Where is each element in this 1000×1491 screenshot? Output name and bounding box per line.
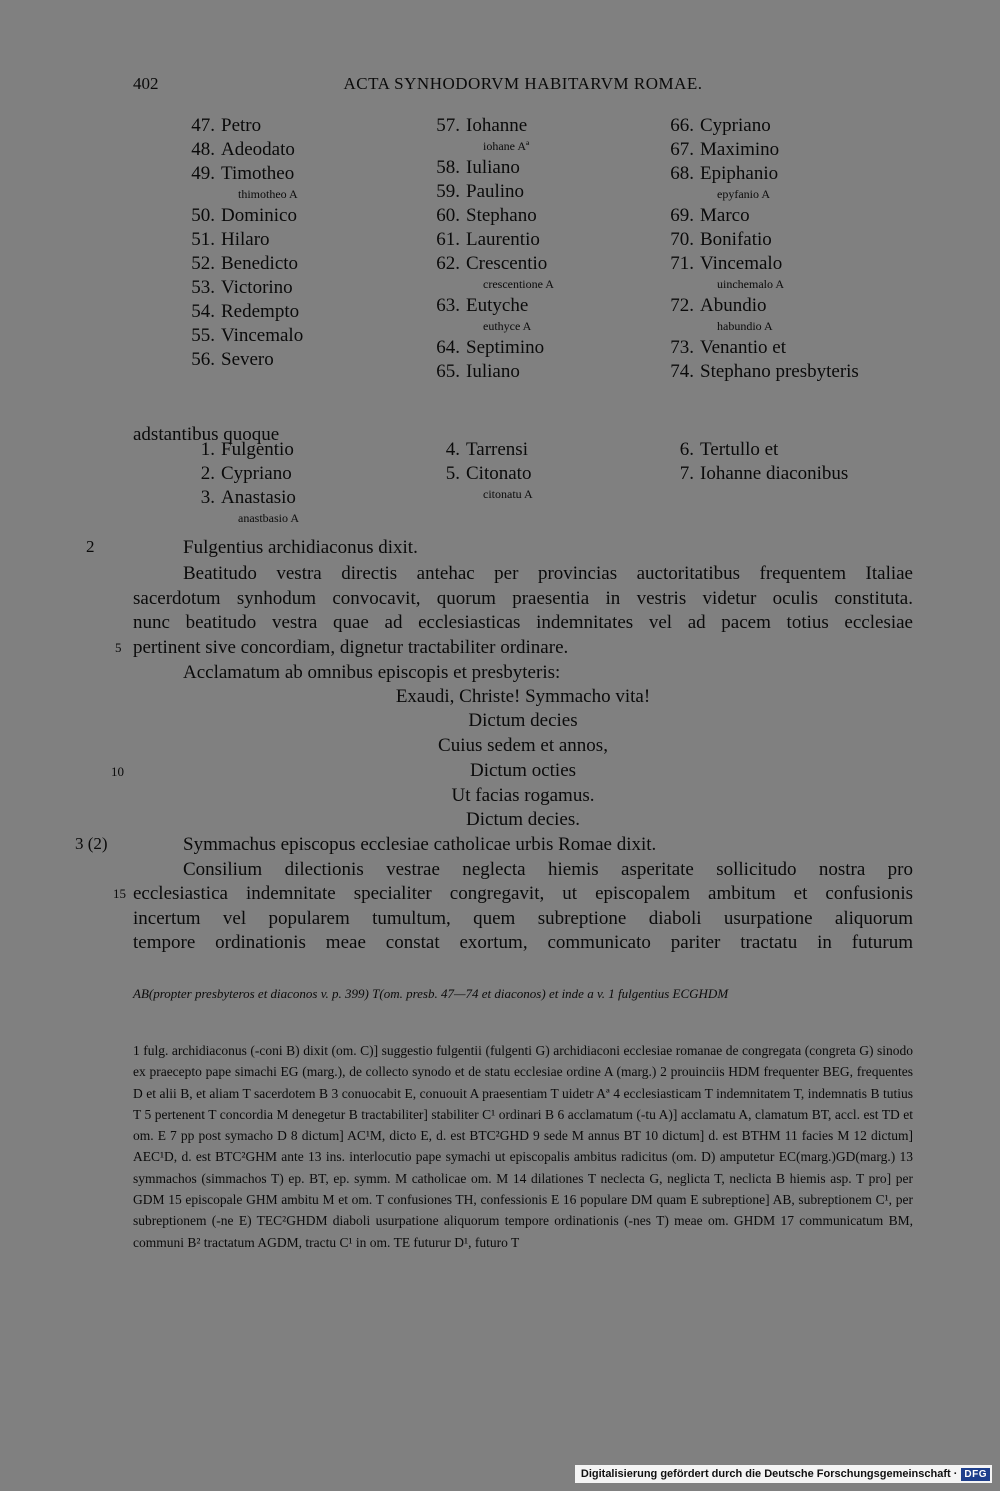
item-number: 69. <box>670 205 694 226</box>
item-name: Victorino <box>221 277 293 298</box>
item-number: 58. <box>436 157 460 178</box>
line-number: 10 <box>111 764 124 779</box>
list-item <box>175 114 405 138</box>
item-number: 67. <box>670 139 694 160</box>
item-name: Redempto <box>221 301 300 322</box>
list-item <box>654 162 944 186</box>
text-line: tempore ordinationis meae constat exortum, communicato pariter tractatu in futurum <box>133 932 913 953</box>
text-line: Fulgentius archidiaconus dixit. <box>183 537 418 558</box>
item-number: 55. <box>191 325 215 346</box>
item-number: 48. <box>191 139 215 160</box>
item-number: 70. <box>670 229 694 250</box>
item-name: Benedicto <box>221 253 299 274</box>
section-number: 2 <box>86 537 95 556</box>
dfg-logo: DFG <box>961 1468 990 1481</box>
list-item <box>175 324 405 348</box>
list-item <box>420 360 650 384</box>
item-number: 74. <box>670 361 694 382</box>
acclamation-line: Ut facias rogamus. <box>451 785 595 806</box>
item-name: Abundio <box>700 295 767 316</box>
text-line: Acclamatum ab omnibus episcopis et presbyteris: <box>183 662 561 683</box>
list-item <box>420 204 650 228</box>
list-item <box>654 138 944 162</box>
item-name: Epiphanio <box>700 163 779 184</box>
list-item <box>654 336 944 360</box>
item-number: 71. <box>670 253 694 274</box>
item-number: 7. <box>679 463 694 484</box>
item-name: Severo <box>221 349 274 370</box>
text-line: ecclesiastica indemnitate specialiter congregavit, ut episcopalem ambitum et confusionis <box>133 883 913 904</box>
item-number: 53. <box>191 277 215 298</box>
item-number: 57. <box>436 115 460 136</box>
text-line: sacerdotum synhodum convocavit, quorum praesentia in vestris videtur oculis constituta. <box>133 588 913 609</box>
list-item <box>175 204 405 228</box>
acclamation-line: Dictum decies <box>468 710 578 731</box>
list-column-3 <box>654 114 944 384</box>
item-name: Iohanne <box>466 115 528 136</box>
credit-text: Digitalisierung gefördert durch die Deutsche Forschungsgemeinschaft · <box>580 1468 958 1480</box>
item-number: 6. <box>679 439 694 460</box>
dfg-credit <box>575 1465 992 1483</box>
acclamation-line: Dictum decies. <box>466 809 580 830</box>
item-name: Venantio et <box>700 337 787 358</box>
list-item <box>175 486 405 510</box>
text-line: Beatitudo vestra directis antehac per provincias auctoritatibus frequentem Italiae <box>183 563 913 584</box>
list-item <box>420 294 650 318</box>
list-item <box>175 462 405 486</box>
item-number: 47. <box>191 115 215 136</box>
item-number: 64. <box>436 337 460 358</box>
list-item <box>654 114 944 138</box>
page-header <box>133 74 913 100</box>
critical-apparatus: 1 fulg. archidiaconus (-coni B) dixit (om. C)] suggestio fulgentii (fulgenti G) archidiaconi ecclesiae romanae de congregata (congreta G) sinodo ex praecepto pape simachi EG (marg.), de collecto synodo et de statu ecclesiae ordine A (marg.) 2 prouinciis HDM frequenter BEG, frequentes D et alii B, et aliam T sacerdotem B 3 conuocabit E, conuouit A praesentiam T uidetr Aª 4 ecclesiasticam T indemnitatem T, indemnatis B tutius T 5 pertenent T concordia M denegetur B tractabiliter] stabiliter C¹ ordinari B 6 acclamatum (-tu A)] acclamatu A, clamatum BT, accl. est TD et om. E 7 pp post symacho D 8 dictum] AC¹M, dicto E, d. est BTC²GHD 9 sede M annus BT 10 dictum] d. est BTHM 11 facies M 12 dictum] AEC¹D, d. est BTC²GHM ante 13 ins. interlocutio pape symachi ut episcopalis ambitus radicitus (om. D) amputetur EC(marg.)GD(marg.) 13 symmachos (simmachos T) ep. BT, ep. symm. M catholicae om. M 14 dilationes T neclecta G, neglicta T, neclicta B hiemis asp. T pro] per GDM 15 episcopale GHM ambitu M et om. T confusiones TH, confessionis E 16 populare DM quam E subreptione] AB, subreptionem C¹, per subreptionem (-ne E) TEC²GHDM diaboli usurpatione aliquorum tempore ordinationis (-nes T) meae om. GHDM 17 communicatum BM, communi B² tractatum AGDM, tractu C¹ in om. TE futurur D¹, futuro T <box>133 1043 913 1250</box>
variant-reading: euthyce A <box>483 319 532 333</box>
item-name: Tarrensi <box>466 439 528 460</box>
list-item <box>175 276 405 300</box>
list-item <box>175 162 405 186</box>
item-number: 59. <box>436 181 460 202</box>
item-name: Maximino <box>700 139 780 160</box>
variant-reading: crescentione A <box>483 277 554 291</box>
text-line: incertum vel popularem tumultum, quem subreptione diaboli usurpatione aliquorum <box>133 908 913 929</box>
deacon-column-2 <box>420 438 650 504</box>
list-column-1 <box>175 114 405 372</box>
item-name: Timotheo <box>221 163 295 184</box>
item-name: Stephano <box>466 205 537 226</box>
item-name: Iohanne diaconibus <box>700 463 849 484</box>
item-name: Tertullo et <box>700 439 779 460</box>
item-name: Cypriano <box>700 115 771 136</box>
item-name: Iuliano <box>466 157 520 178</box>
item-name: Cypriano <box>221 463 292 484</box>
item-number: 72. <box>670 295 694 316</box>
list-item <box>420 336 650 360</box>
item-name: Septimino <box>466 337 545 358</box>
item-number: 73. <box>670 337 694 358</box>
variant-reading: thimotheo A <box>238 187 298 201</box>
item-number: 50. <box>191 205 215 226</box>
item-number: 60. <box>436 205 460 226</box>
item-number: 5. <box>445 463 460 484</box>
variant-reading: iohane Aª <box>483 139 530 153</box>
list-item <box>654 228 944 252</box>
item-name: Laurentio <box>466 229 540 250</box>
list-item <box>420 252 650 276</box>
item-number: 3. <box>200 487 215 508</box>
list-item <box>175 252 405 276</box>
text-line: Symmachus episcopus ecclesiae catholicae urbis Romae dixit. <box>183 834 657 855</box>
text-line: nunc beatitudo vestra quae ad ecclesiasticas indemnitates vel ad pacem totius ecclesiae <box>133 612 913 633</box>
item-name: Stephano presbyteris <box>700 361 859 382</box>
list-item <box>420 228 650 252</box>
item-name: Hilaro <box>221 229 270 250</box>
list-column-2 <box>420 114 650 384</box>
item-name: Citonato <box>466 463 532 484</box>
item-name: Paulino <box>466 181 525 202</box>
item-number: 61. <box>436 229 460 250</box>
section-number: 3 (2) <box>75 834 108 853</box>
item-number: 68. <box>670 163 694 184</box>
item-number: 63. <box>436 295 460 316</box>
line-number: 5 <box>115 640 122 655</box>
variant-reading: anastbasio A <box>238 511 299 525</box>
variant-reading: habundio A <box>717 319 773 333</box>
item-number: 52. <box>191 253 215 274</box>
list-item <box>654 252 944 276</box>
text-line: Consilium dilectionis vestrae neglecta hiemis asperitate sollicitudo nostra pro <box>183 859 913 880</box>
item-name: Adeodato <box>221 139 295 160</box>
variant-reading: citonatu A <box>483 487 533 501</box>
item-name: Petro <box>221 115 262 136</box>
item-number: 51. <box>191 229 215 250</box>
list-item <box>654 438 944 462</box>
item-number: 54. <box>191 301 215 322</box>
item-number: 1. <box>200 439 215 460</box>
item-name: Marco <box>700 205 750 226</box>
item-name: Crescentio <box>466 253 548 274</box>
list-item <box>175 228 405 252</box>
list-item <box>420 180 650 204</box>
adstantibus-heading: adstantibus quoque <box>133 424 280 445</box>
list-item <box>420 156 650 180</box>
list-item <box>420 438 650 462</box>
item-number: 4. <box>445 439 460 460</box>
acclamation-line: Exaudi, Christe! Symmacho vita! <box>395 686 651 707</box>
item-number: 62. <box>436 253 460 274</box>
list-item <box>420 462 650 486</box>
item-name: Vincemalo <box>221 325 304 346</box>
item-name: Dominico <box>221 205 297 226</box>
list-item <box>175 300 405 324</box>
line-number: 15 <box>113 886 126 901</box>
list-item <box>175 348 405 372</box>
deacon-column-3 <box>654 438 944 486</box>
item-number: 2. <box>200 463 215 484</box>
running-title: ACTA SYNHODORVM HABITARVM ROMAE. <box>343 74 703 93</box>
item-name: Bonifatio <box>700 229 772 250</box>
item-name: Vincemalo <box>700 253 783 274</box>
list-item <box>420 114 650 138</box>
list-item <box>654 360 944 384</box>
list-item <box>654 204 944 228</box>
list-item <box>175 138 405 162</box>
page-number: 402 <box>133 74 159 93</box>
acclamation-line: Cuius sedem et annos, <box>438 735 608 756</box>
item-number: 65. <box>436 361 460 382</box>
item-name: Fulgentio <box>221 439 294 460</box>
list-item <box>654 294 944 318</box>
witness-note: AB(propter presbyteros et diaconos v. p. 399) T(om. presb. 47—74 et diaconos) et inde a v. 1 fulgentius ECGHDM <box>133 986 729 1001</box>
acclamation-line: Dictum octies <box>469 760 577 781</box>
list-item <box>175 438 405 462</box>
item-number: 49. <box>191 163 215 184</box>
deacon-column-1 <box>175 438 405 528</box>
item-number: 56. <box>191 349 215 370</box>
item-number: 66. <box>670 115 694 136</box>
item-name: Iuliano <box>466 361 520 382</box>
variant-reading: epyfanio A <box>717 187 770 201</box>
variant-reading: uinchemalo A <box>717 277 784 291</box>
list-item <box>654 462 944 486</box>
text-line: pertinent sive concordiam, dignetur tractabiliter ordinare. <box>133 637 569 658</box>
item-name: Eutyche <box>466 295 529 316</box>
item-name: Anastasio <box>221 487 296 508</box>
